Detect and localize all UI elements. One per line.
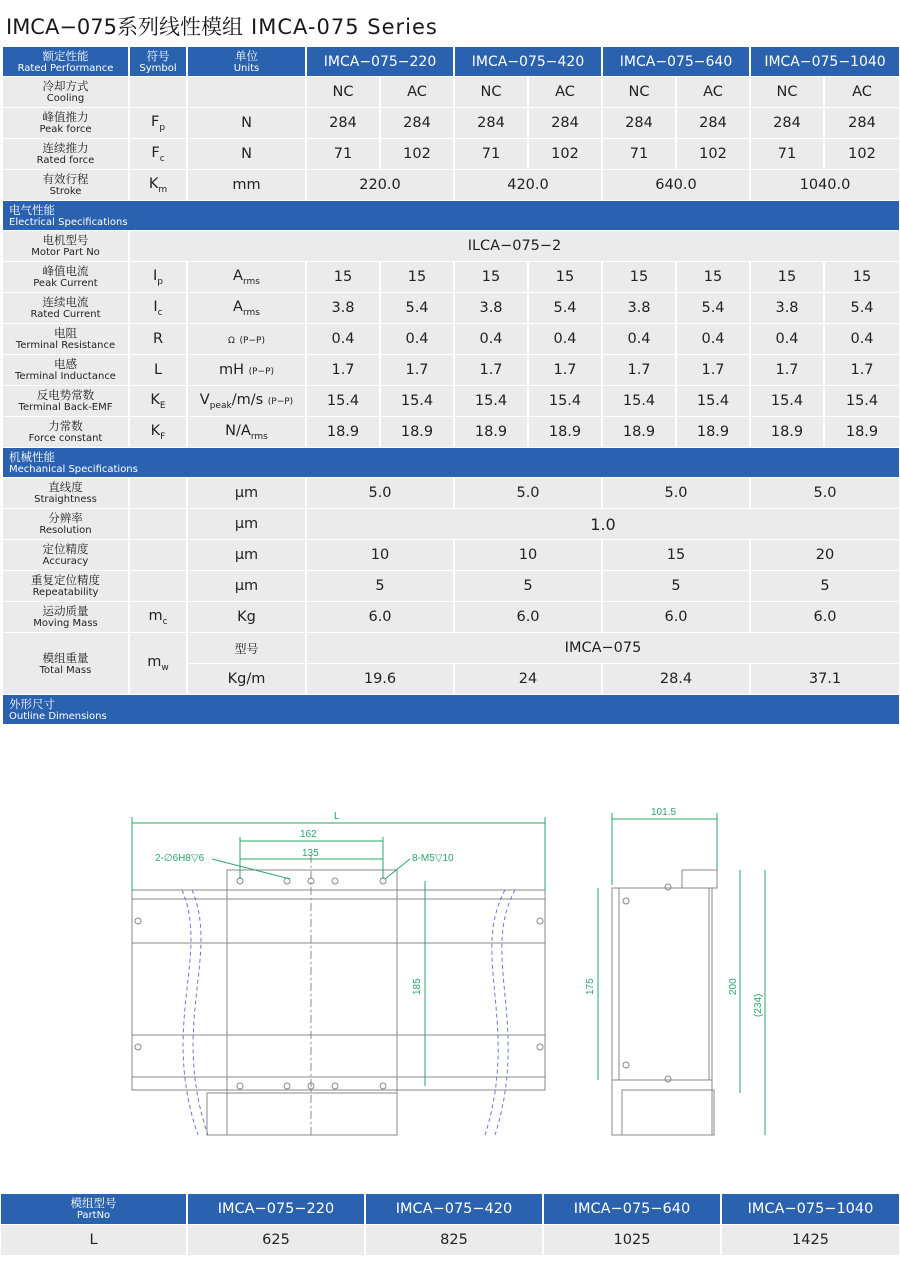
table-cell: 5 [751, 571, 899, 601]
cell-text: m [158, 184, 168, 195]
table-cell: μm [188, 571, 307, 601]
table-cell [130, 170, 188, 200]
table-cell: 420.0 [455, 170, 603, 200]
table-cell: 5.0 [455, 478, 603, 508]
cell-text: V [199, 391, 210, 408]
dim-label: 200 [728, 978, 739, 995]
cell-text: Terminal Inductance [15, 371, 116, 382]
table-cell: AC [529, 77, 603, 107]
dim-label: (234) [753, 993, 764, 1017]
dim-label: 175 [585, 978, 596, 995]
table-cell: 284 [529, 108, 603, 138]
cell-text: Straightness [34, 494, 97, 505]
table-cell: 15.4 [381, 386, 455, 416]
cell-text: 模组重量 [42, 650, 89, 665]
table-cell: AC [825, 77, 899, 107]
table-cell: 1.7 [677, 355, 751, 385]
table-cell: 20 [751, 540, 899, 570]
table-cell: 284 [677, 108, 751, 138]
cell-text: m [148, 607, 163, 624]
table-cell: IMCA−075−640 [544, 1194, 722, 1224]
table-cell [3, 77, 130, 107]
row-total-mass [3, 633, 899, 663]
dim-label: 2-∅6H8▽6 [155, 853, 205, 864]
table-cell [3, 108, 130, 138]
cell-text: c [162, 616, 168, 627]
table-cell: 1.7 [455, 355, 529, 385]
cell-text: rms [242, 307, 260, 318]
table-cell: 15 [529, 262, 603, 292]
table-cell: 71 [603, 139, 677, 169]
table-cell: ILCA−075−2 [130, 231, 899, 261]
table-cell: 1025 [544, 1225, 722, 1255]
cell-text: 冷却方式 [42, 79, 89, 93]
table-cell [130, 108, 188, 138]
table-cell: 625 [188, 1225, 366, 1255]
table-cell [130, 478, 188, 508]
cell-text: m [147, 654, 162, 671]
table-cell: 37.1 [751, 664, 899, 694]
row-rated-current [3, 293, 899, 323]
table-cell [130, 509, 188, 539]
cell-text: 额定性能 [42, 48, 89, 63]
cell-text: Ω [228, 336, 235, 346]
section-electrical [3, 201, 899, 230]
table-cell [188, 386, 307, 416]
dim-label: L [334, 811, 340, 822]
cell-text: /m/s [231, 391, 264, 408]
row-peak-current [3, 262, 899, 292]
table-cell: 10 [455, 540, 603, 570]
table-cell: 220.0 [307, 170, 455, 200]
table-cell: 71 [455, 139, 529, 169]
row-stroke [3, 170, 899, 200]
row-cooling [3, 77, 899, 107]
table-cell: 284 [603, 108, 677, 138]
table-cell: 0.4 [307, 324, 381, 354]
table-cell: 102 [825, 139, 899, 169]
cell-text: (P−P) [248, 367, 275, 377]
cell-text: 定位精度 [42, 542, 89, 556]
section-outline [3, 695, 899, 724]
table-cell: 1.7 [603, 355, 677, 385]
table-cell: 15.4 [677, 386, 751, 416]
row-accuracy [3, 540, 899, 570]
cell-text: F [150, 113, 160, 130]
cell-text: 机械性能 [9, 449, 55, 464]
cell-text: Rated force [36, 155, 95, 166]
table-cell [3, 571, 130, 601]
cell-text: Peak force [39, 124, 92, 135]
table-cell: 71 [307, 139, 381, 169]
outline-drawing [0, 795, 900, 1155]
table-cell: AC [381, 77, 455, 107]
table-cell: 6.0 [603, 602, 751, 632]
table-cell: 15 [307, 262, 381, 292]
table-cell: 284 [455, 108, 529, 138]
cell-text: K [150, 422, 161, 439]
table-cell [3, 602, 130, 632]
table-cell [130, 139, 188, 169]
table-cell [3, 201, 899, 230]
table-cell: 15 [677, 262, 751, 292]
cell-text: Accuracy [42, 556, 89, 567]
table-cell [3, 139, 130, 169]
table-cell [130, 633, 188, 694]
cell-text: A [233, 298, 243, 315]
cell-text: 连续推力 [42, 141, 89, 155]
table-cell: 0.4 [381, 324, 455, 354]
row-peak-force [3, 108, 899, 138]
model-header: IMCA−075−420 [455, 47, 603, 76]
table-cell: 15 [381, 262, 455, 292]
table-cell: R [130, 324, 188, 354]
cell-text: c [159, 153, 165, 164]
table-cell: IMCA−075−220 [188, 1194, 366, 1224]
table-cell [3, 540, 130, 570]
table-cell: 15.4 [825, 386, 899, 416]
cell-text: 力常数 [48, 419, 83, 433]
row-resolution [3, 509, 899, 539]
cell-text: 分辨率 [48, 511, 83, 525]
table-cell [3, 386, 130, 416]
table-cell: 18.9 [751, 417, 825, 447]
table-cell: 640.0 [603, 170, 751, 200]
table-cell: 5.0 [307, 478, 455, 508]
table-cell [188, 355, 307, 385]
row-straightness [3, 478, 899, 508]
table-cell [188, 77, 307, 107]
table-cell [130, 47, 188, 76]
table-cell: NC [603, 77, 677, 107]
row-rated-force [3, 139, 899, 169]
cell-text: Terminal Resistance [15, 340, 116, 351]
dim-label: 101.5 [651, 807, 677, 818]
table-cell: 102 [529, 139, 603, 169]
dim-label: 162 [300, 829, 317, 840]
table-cell: NC [307, 77, 381, 107]
cell-text: (P−P) [239, 336, 265, 346]
table-cell: 5.0 [751, 478, 899, 508]
table-cell: IMCA−075 [307, 633, 899, 663]
table-cell [3, 170, 130, 200]
table-cell: 15.4 [603, 386, 677, 416]
table-cell: 284 [307, 108, 381, 138]
table-cell: IMCA−075−420 [366, 1194, 544, 1224]
cell-text: F [151, 144, 160, 161]
cell-text: Force constant [28, 433, 103, 444]
cell-text: rms [250, 431, 268, 442]
table-cell [3, 47, 130, 76]
table-cell: 15 [751, 262, 825, 292]
table-cell: 15.4 [455, 386, 529, 416]
model-header: IMCA−075−1040 [751, 47, 899, 76]
cell-text: 外形尺寸 [9, 696, 55, 711]
table-cell [130, 386, 188, 416]
dim-label: 185 [412, 978, 423, 995]
table-cell: Kg/m [188, 664, 307, 694]
cell-text: 电阻 [54, 326, 77, 340]
table-cell: 19.6 [307, 664, 455, 694]
cell-text: Repeatability [32, 587, 99, 598]
table-cell: 5.4 [529, 293, 603, 323]
page-title [6, 12, 438, 42]
table-cell: 28.4 [603, 664, 751, 694]
cell-text: Motor Part No [31, 247, 100, 258]
table-cell: L [130, 355, 188, 385]
table-cell [3, 695, 899, 724]
table-cell: 1.7 [825, 355, 899, 385]
table-cell: 0.4 [825, 324, 899, 354]
table-cell: 15 [603, 540, 751, 570]
table-cell: N [188, 139, 307, 169]
table-cell: μm [188, 509, 307, 539]
cell-text: Rated Performance [17, 62, 114, 74]
table-cell: 825 [366, 1225, 544, 1255]
row-back-emf [3, 386, 899, 416]
cell-text: A [233, 267, 243, 284]
cell-text: 电气性能 [9, 202, 55, 217]
table-cell [3, 262, 130, 292]
table-cell: 18.9 [455, 417, 529, 447]
table-cell: 1425 [722, 1225, 899, 1255]
table-cell: 1.7 [307, 355, 381, 385]
table-cell: 15.4 [307, 386, 381, 416]
table-cell: 0.4 [603, 324, 677, 354]
cell-text: Units [233, 62, 260, 74]
cell-text: 峰值电流 [42, 264, 89, 278]
cell-text: Symbol [139, 62, 177, 74]
table-cell: 18.9 [307, 417, 381, 447]
table-cell: NC [751, 77, 825, 107]
table-cell [188, 293, 307, 323]
spec-table [3, 46, 899, 725]
table-cell [3, 478, 130, 508]
table-cell: μm [188, 478, 307, 508]
row-motor [3, 231, 899, 261]
cell-text: 电感 [54, 357, 77, 371]
table-cell: 5.0 [603, 478, 751, 508]
table-cell: 3.8 [751, 293, 825, 323]
table-cell: 6.0 [751, 602, 899, 632]
table-cell: 5 [307, 571, 455, 601]
table-cell: 284 [825, 108, 899, 138]
table-cell: AC [677, 77, 751, 107]
cell-text: 反电势常数 [36, 388, 95, 402]
row-force-constant [3, 417, 899, 447]
table-cell: 3.8 [307, 293, 381, 323]
table-cell [3, 231, 130, 261]
table-cell: 284 [381, 108, 455, 138]
table-cell: N [188, 108, 307, 138]
table-cell [3, 293, 130, 323]
table-cell: 102 [381, 139, 455, 169]
dim-label: 8-M5▽10 [412, 853, 454, 864]
cell-text: 直线度 [48, 480, 83, 494]
table-cell: 5 [455, 571, 603, 601]
table-cell: 0.4 [677, 324, 751, 354]
table-cell: 15.4 [529, 386, 603, 416]
table-cell: 102 [677, 139, 751, 169]
cell-text: Peak Current [33, 278, 98, 289]
cell-text: 峰值推力 [42, 110, 89, 124]
table-cell [188, 417, 307, 447]
table-cell: 5.4 [381, 293, 455, 323]
cell-text: 连续电流 [42, 295, 89, 309]
cell-text: F [160, 431, 166, 442]
cell-text: w [161, 662, 169, 673]
table-cell: 15 [825, 262, 899, 292]
table-cell: 18.9 [677, 417, 751, 447]
row-moving-mass [3, 602, 899, 632]
cell-text: mH [218, 362, 244, 378]
cell-text: rms [242, 276, 260, 287]
model-header: IMCA−075−640 [603, 47, 751, 76]
cell-text: 电机型号 [42, 233, 89, 247]
table-cell [130, 417, 188, 447]
table-cell: 284 [751, 108, 825, 138]
table-cell: 10 [307, 540, 455, 570]
cell-text: 模组型号 [70, 1196, 117, 1210]
table-cell [188, 47, 307, 76]
table-cell: Kg [188, 602, 307, 632]
cell-text: Stroke [49, 186, 82, 197]
cell-text: c [157, 307, 163, 318]
table-cell: 型号 [188, 633, 307, 663]
table-cell: 0.4 [455, 324, 529, 354]
table-cell: 18.9 [381, 417, 455, 447]
table-cell [130, 293, 188, 323]
cell-text: 重复定位精度 [31, 573, 100, 587]
table-cell: 1.0 [307, 509, 899, 539]
table-cell: NC [455, 77, 529, 107]
table-cell: 6.0 [307, 602, 455, 632]
table-cell [3, 324, 130, 354]
cell-text: K [148, 175, 159, 192]
table-cell: 15 [603, 262, 677, 292]
model-header: IMCA−075−220 [307, 47, 455, 76]
cell-text: Mechanical Specifications [9, 463, 138, 475]
cell-text: Total Mass [39, 664, 92, 676]
row-repeatability [3, 571, 899, 601]
dim-label: 135 [302, 848, 319, 859]
cell-text: I [153, 267, 158, 284]
cell-text: 有效行程 [42, 172, 89, 186]
table-cell: mm [188, 170, 307, 200]
table-cell: 5 [603, 571, 751, 601]
table-cell: 5.4 [825, 293, 899, 323]
header-row [3, 47, 899, 76]
cell-text: p [159, 122, 166, 133]
table-cell: 15 [455, 262, 529, 292]
part-table [1, 1193, 899, 1256]
table-cell: 3.8 [603, 293, 677, 323]
cell-text: 单位 [235, 48, 258, 63]
table-cell: L [1, 1225, 188, 1255]
table-cell [3, 355, 130, 385]
cell-text: 符号 [146, 48, 170, 63]
cell-text: PartNo [76, 1210, 111, 1221]
table-cell [130, 571, 188, 601]
cell-text: Rated Current [30, 309, 101, 320]
table-cell: 18.9 [825, 417, 899, 447]
cell-text: IMCA−075系列线性模组 [6, 15, 244, 39]
table-cell [3, 509, 130, 539]
row-resistance [3, 324, 899, 354]
table-cell: 1.7 [381, 355, 455, 385]
table-cell [3, 417, 130, 447]
cell-text: 运动质量 [42, 604, 89, 618]
table-cell: 15.4 [751, 386, 825, 416]
table-cell: 24 [455, 664, 603, 694]
cell-text: E [159, 400, 166, 411]
table-cell: 1.7 [529, 355, 603, 385]
table-cell [188, 262, 307, 292]
table-cell: μm [188, 540, 307, 570]
table-cell [188, 324, 307, 354]
section-mechanical [3, 448, 899, 477]
table-cell [3, 448, 899, 477]
part-row-L [1, 1225, 899, 1255]
cell-text: Electrical Specifications [9, 216, 128, 228]
table-cell [130, 540, 188, 570]
table-cell [130, 262, 188, 292]
cell-text: (P−P) [267, 396, 294, 407]
table-cell: 1.7 [751, 355, 825, 385]
table-cell [1, 1194, 188, 1224]
table-cell: 3.8 [455, 293, 529, 323]
table-cell: 5.4 [677, 293, 751, 323]
part-header-row [1, 1194, 899, 1224]
cell-text: Cooling [46, 93, 85, 104]
table-cell [130, 602, 188, 632]
table-cell: 1040.0 [751, 170, 899, 200]
cell-text: Moving Mass [33, 618, 98, 629]
cell-text: Resolution [39, 525, 92, 536]
table-cell: 0.4 [751, 324, 825, 354]
row-inductance [3, 355, 899, 385]
table-cell [3, 633, 130, 694]
cell-text: Outline Dimensions [9, 710, 107, 722]
cell-text: N/A [225, 422, 251, 439]
table-cell: 71 [751, 139, 825, 169]
cell-text: I [153, 298, 158, 315]
cell-text: IMCA-075 Series [251, 15, 438, 39]
table-cell: 0.4 [529, 324, 603, 354]
table-cell: IMCA−075−1040 [722, 1194, 899, 1224]
cell-text: Terminal Back-EMF [18, 402, 113, 413]
cell-text: peak [209, 400, 232, 411]
table-cell: 18.9 [529, 417, 603, 447]
cell-text: K [150, 391, 160, 408]
table-cell: 18.9 [603, 417, 677, 447]
table-cell [130, 77, 188, 107]
table-cell: 6.0 [455, 602, 603, 632]
cell-text: p [157, 276, 163, 287]
